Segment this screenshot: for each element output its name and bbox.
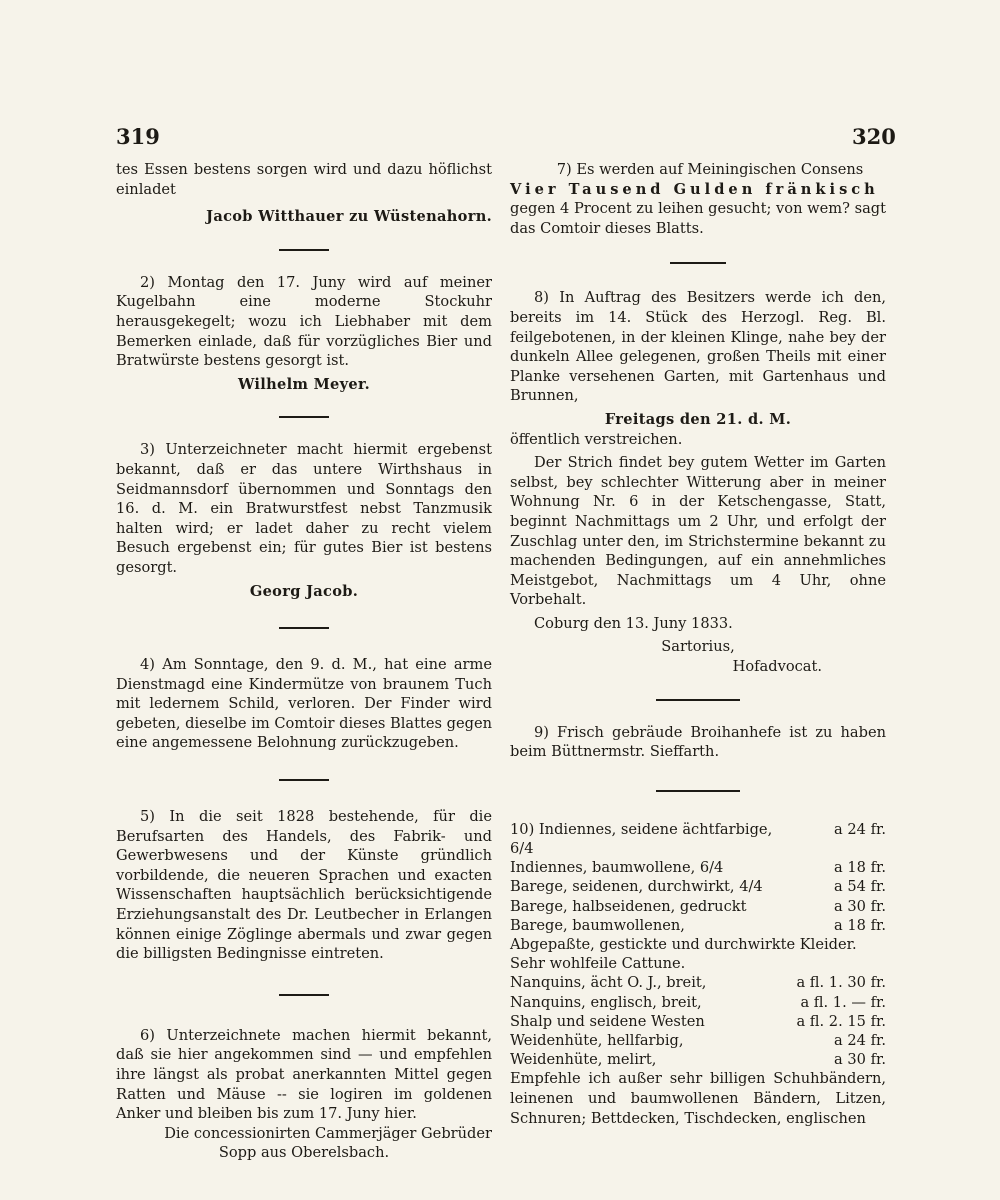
notice-8-date: Freitags den 21. d. M. <box>604 410 792 428</box>
notice-8-signature-name: Sartorius, <box>661 638 735 656</box>
notice-7-amount: Vier Tausend Gulden fränkisch <box>510 180 879 198</box>
price-row <box>510 897 886 916</box>
notice-4: 4) Am Sonntage, den 9. d. M., hat eine arme Dienstmagd eine Kindermütze von braunem Tuch mit ledernem Schild, verloren. Der Finder wird gebeten, dieselbe im Comtoir dieses Blattes gegen eine angemessene Belohnung zurückzugeben. <box>116 656 492 752</box>
price-item-name: Weidenhüte, melirt, <box>510 1051 657 1069</box>
price-item-name: Barege, baumwollenen, <box>510 916 685 934</box>
price-item-price: a 24 fr. <box>834 820 886 838</box>
left-column <box>116 160 492 1163</box>
notice-8-place-date: Coburg den 13. Juny 1833. <box>534 614 733 632</box>
right-column <box>510 160 886 1128</box>
price-row <box>510 993 886 1012</box>
price-item-price: a 18 fr. <box>834 916 886 934</box>
page-number-right: 320 <box>852 124 896 149</box>
price-item-name: Sehr wohlfeile Cattune. <box>510 955 686 973</box>
price-item-name: Abgepaßte, gestickte und durchwirkte Kleider. <box>510 936 857 954</box>
notice-10-tail: Empfehle ich außer sehr billigen Schuhbändern, leinenen und baumwollenen Bändern, Litzen, Schnuren; Bettdecken, Tischdecken, englischen <box>510 1070 886 1127</box>
price-item-name: Nanquins, englisch, breit, <box>510 993 702 1011</box>
separator-rule <box>656 790 740 792</box>
price-row <box>510 935 886 954</box>
separator-rule <box>279 416 329 418</box>
price-row <box>510 954 886 973</box>
price-item-name: Barege, seidenen, durchwirkt, 4/4 <box>510 878 763 896</box>
price-row <box>510 877 886 896</box>
price-item-name: 10) Indiennes, seidene ächtfarbige, 6/4 <box>510 820 773 858</box>
notice-3-signature: Georg Jacob. <box>249 582 359 600</box>
notice-7-line3: gegen 4 Procent zu leihen gesucht; von wem? sagt das Comtoir dieses Blatts. <box>510 200 886 237</box>
page-number-left: 319 <box>116 124 160 149</box>
price-row <box>510 1050 886 1069</box>
price-row <box>510 1012 886 1031</box>
notice-2: 2) Montag den 17. Juny wird auf meiner Kugelbahn eine moderne Stockuhr herausgekegelt; wozu ich Liebhaber mit dem Bemerken einlade, daß für vorzügliches Bier und Bratwürste bestens gesorgt ist. <box>116 273 492 370</box>
price-item-name: Barege, halbseidenen, gedruckt <box>510 897 747 915</box>
price-row <box>510 916 886 935</box>
price-item-price: a 54 fr. <box>834 878 886 896</box>
price-item-name: Weidenhüte, hellfarbig, <box>510 1032 684 1050</box>
notice-8-body: Der Strich findet bey gutem Wetter im Garten selbst, bey schlechter Witterung aber in meiner Wohnung Nr. 6 in der Ketschengasse, Statt, beginnt Nachmittags um 2 Uhr, und erfolgt der Zuschlag unter den, im Strichstermine bekannt zu machenden Bedingungen, auf ein annehmliches Meistgebot, Nachmittags um 4 Uhr, ohne Vorbehalt. <box>510 454 886 609</box>
price-list <box>510 820 886 1070</box>
price-item-price: a 30 fr. <box>834 1051 886 1069</box>
separator-rule <box>279 779 329 781</box>
separator-rule <box>279 627 329 629</box>
price-item-price: a fl. 1. — fr. <box>800 993 886 1011</box>
notice-6: 6) Unterzeichnete machen hiermit bekannt, daß sie hier angekommen sind — und empfehlen ihre längst als probat anerkannten Mittel gegen Ratten und Mäuse -- sie logiren im goldenen Anker und bleiben bis zum 17. Juny hier. <box>116 1026 492 1123</box>
price-row <box>510 1031 886 1050</box>
price-item-price: a fl. 1. 30 fr. <box>796 974 886 992</box>
price-row <box>510 858 886 877</box>
separator-rule <box>279 994 329 996</box>
separator-rule <box>279 249 329 251</box>
notice-2-signature: Wilhelm Meyer. <box>237 375 370 393</box>
intro-text: tes Essen bestens sorgen wird und dazu höflichst einladet <box>116 161 492 198</box>
price-item-price: a fl. 2. 15 fr. <box>796 1012 886 1030</box>
notice-6-signature-line2: Sopp aus Oberelsbach. <box>218 1144 390 1162</box>
notice-5: 5) In die seit 1828 bestehende, für die Berufsarten des Handels, des Fabrik- und Gewerbwesens und der Künste gründlich vorbildende, die neueren Sprachen und exacten Wissenschaften hauptsächlich berücksichtigende Erziehungsanstalt des Dr. Leutbecher in Erlangen können einige Zöglinge abermals und zwar gegen die billigsten Bedingnisse eintreten. <box>116 808 492 963</box>
separator-rule <box>670 262 726 264</box>
price-item-price: a 24 fr. <box>834 1032 886 1050</box>
price-item-name: Indiennes, baumwollene, 6/4 <box>510 859 724 877</box>
notice-7-line1: 7) Es werden auf Meiningischen Consens <box>556 161 864 178</box>
price-item-name: Nanquins, ächt O. J., breit, <box>510 974 707 992</box>
notice-8: 8) In Auftrag des Besitzers werde ich den, bereits im 14. Stück des Herzogl. Reg. Bl. feilgebotenen, in der kleinen Klinge, nahe bey der dunkeln Allee gelegenen, großen Theils mit einer Planke versehenen Garten, mit Gartenhaus und Brunnen, <box>510 289 886 405</box>
intro-signature: Jacob Witthauer zu Wüstenahorn. <box>206 208 492 226</box>
separator-rule <box>656 699 740 701</box>
notice-8-signature-title: Hofadvocat. <box>732 658 822 676</box>
price-row <box>510 820 886 858</box>
price-item-name: Shalp und seidene Westen <box>510 1012 705 1030</box>
notice-8-continuation: öffentlich verstreichen. <box>510 430 683 448</box>
notice-9: 9) Frisch gebräude Broihanhefe ist zu haben beim Büttnermstr. Sieffarth. <box>510 723 886 761</box>
notice-3: 3) Unterzeichneter macht hiermit ergebenst bekannt, daß er das untere Wirthshaus in Seidmannsdorf übernommen und Sonntags den 16. d. M. ein Bratwurstfest nebst Tanzmusik halten wird; er ladet daher zu recht vielem Besuch ergebenst ein; für gutes Bier ist bestens gesorgt. <box>116 441 492 576</box>
price-item-price: a 30 fr. <box>834 897 886 915</box>
price-item-price: a 18 fr. <box>834 859 886 877</box>
notice-6-signature-line1: Die concessionirten Cammerjäger Gebrüder <box>164 1124 492 1142</box>
price-row <box>510 973 886 992</box>
